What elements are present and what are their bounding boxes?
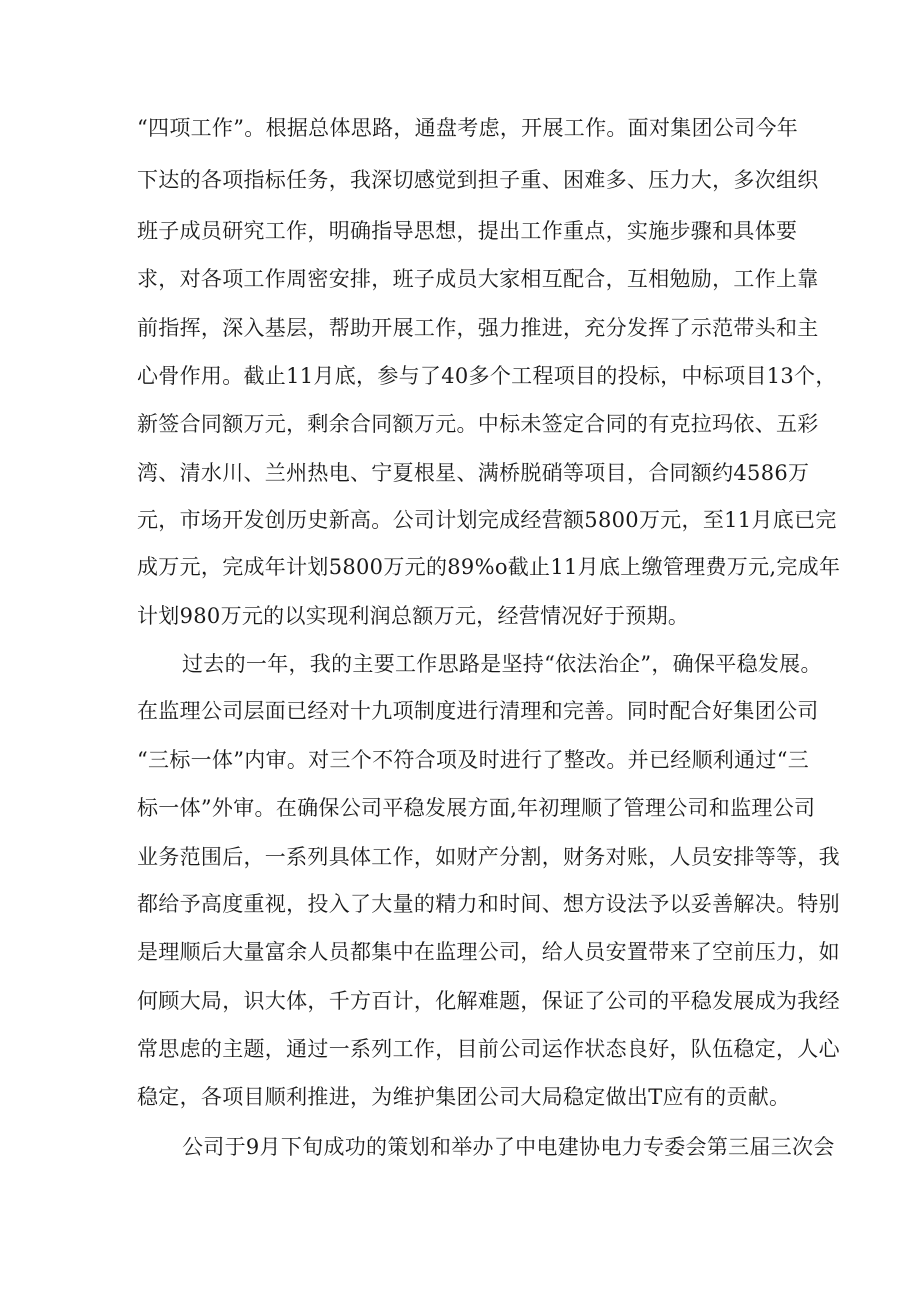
paragraph-start-line: 公司于9月下旬成功的策划和举办了中电建协电力专委会第三届三次会 — [182, 1135, 835, 1159]
text-line: 元，市场开发创历史新高。公司计划完成经营额5800万元，至11月底已完 — [137, 508, 837, 532]
text-line: 求，对各项工作周密安排，班子成员大家相互配合，互相勉励，工作上靠 — [137, 267, 819, 291]
text-line: 心骨作用。截止11月底，参与了40多个工程项目的投标，中标项目13个， — [137, 364, 837, 388]
text-line: 业务范围后，一系列具体工作，如财产分割，财务对账，人员安排等等，我 — [137, 845, 840, 869]
text-line: 何顾大局，识大体，千方百计，化解难题，保证了公司的平稳发展成为我经 — [137, 989, 840, 1013]
paragraph-start-line: 过去的一年，我的主要工作思路是坚持“依法治企”，确保平稳发展。 — [182, 652, 822, 676]
text-line: 在监理公司层面已经对十九项制度进行清理和完善。同时配合好集团公司 — [137, 699, 819, 723]
text-line: “三标一体”内审。对三个不符合项及时进行了整改。并已经顺利通过“三 — [137, 748, 810, 772]
text-line: 新签合同额万元，剩余合同额万元。中标未签定合同的有克拉玛依、五彩 — [137, 412, 819, 436]
text-line: 前指挥，深入基层，帮助开展工作，强力推进，充分发挥了示范带头和主 — [137, 316, 819, 340]
text-line: “四项工作”。根据总体思路，通盘考虑，开展工作。面对集团公司今年 — [137, 116, 799, 140]
text-line: 班子成员研究工作，明确指导思想，提出工作重点，实施步骤和具体要 — [137, 219, 798, 243]
text-line: 是理顺后大量富余人员都集中在监理公司，给人员安置带来了空前压力，如 — [137, 940, 840, 964]
text-line: 下达的各项指标任务，我深切感觉到担子重、困难多、压力大，多次组织 — [137, 168, 819, 192]
text-line: 常思虑的主题，通过一系列工作，目前公司运作状态良好，队伍稳定，人心 — [137, 1037, 840, 1061]
text-line: 稳定，各项目顺利推进，为维护集团公司大局稳定做出T应有的贡献。 — [137, 1085, 791, 1109]
text-line: 都给予高度重视，投入了大量的精力和时间、想方设法予以妥善解决。特别 — [137, 892, 840, 916]
text-line: 标一体”外审。在确保公司平稳发展方面,年初理顺了管理公司和监理公司 — [137, 796, 816, 820]
text-line: 计划980万元的以实现利润总额万元，经营情况好于预期。 — [137, 604, 690, 628]
text-line: 成万元，完成年计划5800万元的89%o截止11月底上缴管理费万元,完成年 — [137, 555, 841, 579]
text-line: 湾、清水川、兰州热电、宁夏根星、满桥脱硝等项目，合同额约4586万 — [137, 461, 810, 485]
